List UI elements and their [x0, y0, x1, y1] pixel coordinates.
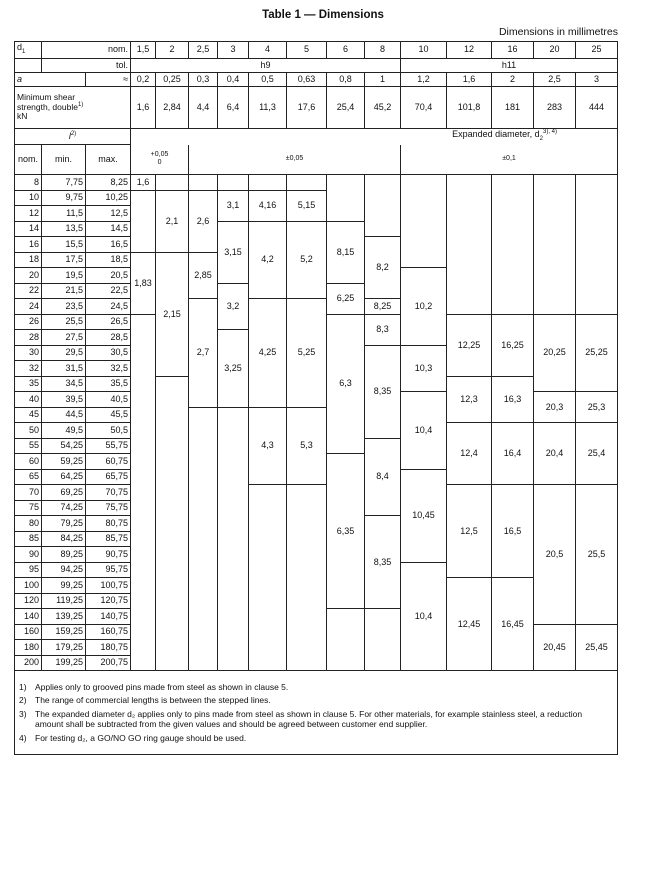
a-value-4: 0,4: [218, 72, 249, 86]
expanded-diameter-cell: [189, 407, 218, 671]
length-min: 79,25: [42, 516, 86, 532]
expanded-diameter-cell: 8,35: [365, 345, 401, 438]
length-max: 85,75: [86, 531, 131, 547]
length-row: [15, 175, 618, 191]
length-nom: 85: [15, 531, 42, 547]
length-nom: 22: [15, 283, 42, 299]
tol-h11: h11: [401, 58, 618, 72]
expanded-diameter-cell: 1,83: [131, 252, 156, 314]
expanded-diameter-cell: 16,5: [492, 485, 534, 578]
length-nom: 18: [15, 252, 42, 268]
footnote-2: 2) The range of commercial lengths is between the stepped lines.: [19, 695, 271, 706]
length-min: 9,75: [42, 190, 86, 206]
table-body: [15, 42, 618, 755]
shear-value-10: 101,8: [447, 86, 492, 128]
length-max: 60,75: [86, 454, 131, 470]
shear-label: Minimum shear strength, double$^{1)}$ kN: [15, 86, 131, 128]
length-nom: 95: [15, 562, 42, 578]
length-row: [15, 485, 618, 501]
length-max: 30,5: [86, 345, 131, 361]
expanded-diameter-cell: 16,3: [492, 376, 534, 423]
length-max: 35,5: [86, 376, 131, 392]
length-min: 199,25: [42, 655, 86, 671]
expanded-diameter-cell: 12,5: [447, 485, 492, 578]
length-max: 80,75: [86, 516, 131, 532]
d1-nom-10: 12: [447, 42, 492, 59]
length-header-row: [15, 128, 618, 144]
length-nom: 90: [15, 547, 42, 563]
shear-value-7: 25,4: [327, 86, 365, 128]
length-max: 65,75: [86, 469, 131, 485]
header-row-a: [15, 72, 618, 86]
length-min: 21,5: [42, 283, 86, 299]
units-note: Dimensions in millimetres: [498, 26, 618, 38]
shear-value-5: 11,3: [249, 86, 287, 128]
expanded-diameter-cell: 10,4: [401, 392, 447, 470]
expanded-diameter-cell: 2,1: [156, 190, 189, 252]
length-nom: 50: [15, 423, 42, 439]
a-value-1: 0,2: [131, 72, 156, 86]
length-max: 14,5: [86, 221, 131, 237]
table-title: Table 1 — Dimensions: [262, 9, 384, 21]
length-min: 99,25: [42, 578, 86, 594]
length-max: 32,5: [86, 361, 131, 377]
expanded-diameter-label: Expanded diameter, $d_2^{3), 4)}$: [131, 128, 618, 144]
expanded-diameter-cell: [447, 175, 492, 315]
expanded-diameter-cell: 12,4: [447, 423, 492, 485]
shear-value-4: 6,4: [218, 86, 249, 128]
length-max: 120,75: [86, 593, 131, 609]
footnote-3: 3) The expanded diameter d₂ applies only to pins made from steel as shown in clause 5. For other materials, for example stainless steel, a reduction amount shall be subtracted from the given values and should be agreed between customer end supplier.: [19, 708, 583, 730]
nom-label: nom.: [42, 42, 131, 59]
expanded-diameter-cell: 8,15: [327, 221, 365, 283]
length-nom: 60: [15, 454, 42, 470]
shear-value-2: 2,84: [156, 86, 189, 128]
expanded-diameter-cell: 6,25: [327, 283, 365, 314]
expanded-diameter-cell: 4,3: [249, 407, 287, 485]
a-value-12: 2,5: [534, 72, 576, 86]
length-nom: 120: [15, 593, 42, 609]
length-label: $l^{2)}$: [15, 128, 131, 144]
expanded-diameter-cell: [401, 175, 447, 268]
length-min: 23,5: [42, 299, 86, 315]
expanded-diameter-cell: 12,25: [447, 314, 492, 376]
length-nom: 75: [15, 500, 42, 516]
length-max: 8,25: [86, 175, 131, 191]
length-min: 179,25: [42, 640, 86, 656]
length-max: 95,75: [86, 562, 131, 578]
expanded-diameter-cell: 25,4: [576, 423, 618, 485]
expanded-diameter-cell: [492, 175, 534, 315]
expanded-diameter-cell: 20,25: [534, 314, 576, 392]
tol-expanded-1: +0,05 0: [131, 145, 189, 175]
expanded-diameter-cell: [534, 175, 576, 315]
length-min: 159,25: [42, 624, 86, 640]
length-min: 64,25: [42, 469, 86, 485]
expanded-diameter-cell: [189, 175, 218, 191]
expanded-diameter-cell: [131, 314, 156, 671]
expanded-diameter-cell: [249, 485, 287, 671]
length-max: 28,5: [86, 330, 131, 346]
d1-nom-9: 10: [401, 42, 447, 59]
shear-value-12: 283: [534, 86, 576, 128]
length-nom: 14: [15, 221, 42, 237]
expanded-diameter-cell: [131, 190, 156, 252]
expanded-diameter-cell: 2,7: [189, 299, 218, 408]
length-max: 26,5: [86, 314, 131, 330]
length-min: 84,25: [42, 531, 86, 547]
expanded-diameter-cell: 25,45: [576, 624, 618, 671]
a-value-5: 0,5: [249, 72, 287, 86]
expanded-diameter-cell: 25,5: [576, 485, 618, 625]
expanded-diameter-cell: 4,2: [249, 221, 287, 299]
length-nom: 45: [15, 407, 42, 423]
a-value-8: 1: [365, 72, 401, 86]
length-min: 59,25: [42, 454, 86, 470]
blank-cell: [15, 58, 42, 72]
length-min: 39,5: [42, 392, 86, 408]
dimensions-table: [14, 41, 618, 755]
shear-value-3: 4,4: [189, 86, 218, 128]
length-min: 139,25: [42, 609, 86, 625]
length-nom: 40: [15, 392, 42, 408]
expanded-diameter-cell: 12,3: [447, 376, 492, 423]
length-nom: 100: [15, 578, 42, 594]
length-min: 94,25: [42, 562, 86, 578]
expanded-diameter-cell: 10,3: [401, 345, 447, 392]
expanded-diameter-cell: 3,1: [218, 190, 249, 221]
length-nom: 20: [15, 268, 42, 284]
length-min: 31,5: [42, 361, 86, 377]
length-max: 100,75: [86, 578, 131, 594]
tol-label: tol.: [42, 58, 131, 72]
length-nom: 8: [15, 175, 42, 191]
length-min: 29,5: [42, 345, 86, 361]
d1-nom-7: 6: [327, 42, 365, 59]
expanded-diameter-cell: [287, 175, 327, 191]
d1-nom-2: 2: [156, 42, 189, 59]
length-max: 90,75: [86, 547, 131, 563]
expanded-diameter-cell: 20,5: [534, 485, 576, 625]
length-max: 140,75: [86, 609, 131, 625]
length-max: 24,5: [86, 299, 131, 315]
expanded-diameter-cell: [365, 609, 401, 671]
expanded-diameter-cell: 10,45: [401, 469, 447, 562]
expanded-diameter-cell: [156, 175, 189, 191]
length-min: 25,5: [42, 314, 86, 330]
length-min: 17,5: [42, 252, 86, 268]
length-min: 49,5: [42, 423, 86, 439]
length-min: 119,25: [42, 593, 86, 609]
length-max: 10,25: [86, 190, 131, 206]
length-nom: 32: [15, 361, 42, 377]
length-min: 54,25: [42, 438, 86, 454]
length-max: 16,5: [86, 237, 131, 253]
length-nom: 65: [15, 469, 42, 485]
length-min: 7,75: [42, 175, 86, 191]
d1-nom-8: 8: [365, 42, 401, 59]
shear-value-11: 181: [492, 86, 534, 128]
length-max: 160,75: [86, 624, 131, 640]
length-nom: 24: [15, 299, 42, 315]
expanded-diameter-cell: [576, 175, 618, 315]
expanded-diameter-cell: 2,85: [189, 252, 218, 299]
expanded-diameter-cell: 8,35: [365, 516, 401, 609]
expanded-diameter-cell: [327, 609, 365, 671]
length-min: 27,5: [42, 330, 86, 346]
length-max: 12,5: [86, 206, 131, 222]
d1-nom-1: 1,5: [131, 42, 156, 59]
length-min: 11,5: [42, 206, 86, 222]
length-nom: 55: [15, 438, 42, 454]
expanded-diameter-cell: 10,2: [401, 268, 447, 346]
expanded-diameter-cell: 6,3: [327, 314, 365, 454]
expanded-diameter-cell: 5,2: [287, 221, 327, 299]
a-value-11: 2: [492, 72, 534, 86]
length-nom: 12: [15, 206, 42, 222]
length-min: 74,25: [42, 500, 86, 516]
length-nom: 70: [15, 485, 42, 501]
header-row-nominal: [15, 42, 618, 59]
expanded-diameter-cell: [218, 407, 249, 671]
expanded-diameter-cell: 2,15: [156, 252, 189, 376]
a-value-7: 0,8: [327, 72, 365, 86]
expanded-diameter-cell: 3,2: [218, 283, 249, 330]
hdr-max: max.: [86, 145, 131, 175]
length-max: 40,5: [86, 392, 131, 408]
tol-h9: h9: [131, 58, 401, 72]
length-min: 89,25: [42, 547, 86, 563]
shear-value-9: 70,4: [401, 86, 447, 128]
shear-value-1: 1,6: [131, 86, 156, 128]
expanded-diameter-cell: 10,4: [401, 562, 447, 671]
length-max: 200,75: [86, 655, 131, 671]
length-min: 69,25: [42, 485, 86, 501]
expanded-diameter-cell: 8,25: [365, 299, 401, 315]
a-value-10: 1,6: [447, 72, 492, 86]
length-nom: 30: [15, 345, 42, 361]
footnotes-row: [15, 671, 618, 755]
expanded-diameter-cell: 3,25: [218, 330, 249, 408]
d1-nom-5: 4: [249, 42, 287, 59]
length-nom: 35: [15, 376, 42, 392]
length-max: 45,5: [86, 407, 131, 423]
a-value-6: 0,63: [287, 72, 327, 86]
tol-expanded-2: ±0,05: [189, 145, 401, 175]
length-min: 44,5: [42, 407, 86, 423]
length-min: 13,5: [42, 221, 86, 237]
a-label: a: [15, 72, 86, 86]
d1-nom-3: 2,5: [189, 42, 218, 59]
expanded-diameter-cell: 5,3: [287, 407, 327, 485]
shear-value-13: 444: [576, 86, 618, 128]
length-max: 18,5: [86, 252, 131, 268]
expanded-diameter-cell: 8,2: [365, 237, 401, 299]
length-max: 22,5: [86, 283, 131, 299]
expanded-diameter-cell: 20,45: [534, 624, 576, 671]
length-max: 180,75: [86, 640, 131, 656]
d1-nom-4: 3: [218, 42, 249, 59]
a-value-2: 0,25: [156, 72, 189, 86]
hdr-nom: nom.: [15, 145, 42, 175]
expanded-diameter-cell: 16,45: [492, 578, 534, 671]
footnotes: [15, 671, 618, 755]
shear-value-8: 45,2: [365, 86, 401, 128]
expanded-diameter-cell: 25,3: [576, 392, 618, 423]
length-min: 34,5: [42, 376, 86, 392]
a-value-13: 3: [576, 72, 618, 86]
length-max: 70,75: [86, 485, 131, 501]
expanded-diameter-cell: [249, 175, 287, 191]
expanded-diameter-cell: [365, 175, 401, 237]
footnote-4: 4) For testing d₂, a GO/NO GO ring gauge should be used.: [19, 732, 247, 743]
expanded-diameter-cell: 8,3: [365, 314, 401, 345]
expanded-diameter-cell: 4,16: [249, 190, 287, 221]
d1-header-cell: $d_1$: [15, 42, 42, 59]
a-value-9: 1,2: [401, 72, 447, 86]
length-nom: 80: [15, 516, 42, 532]
expanded-diameter-cell: 2,6: [189, 190, 218, 252]
expanded-diameter-cell: 4,25: [249, 299, 287, 408]
tol-expanded-3: ±0,1: [401, 145, 618, 175]
length-min: 15,5: [42, 237, 86, 253]
length-nom: 180: [15, 640, 42, 656]
expanded-diameter-cell: 1,6: [131, 175, 156, 191]
expanded-diameter-cell: [327, 175, 365, 222]
header-row-tolerance: [15, 58, 618, 72]
expanded-diameter-cell: 20,3: [534, 392, 576, 423]
column-header-row: [15, 145, 618, 175]
expanded-diameter-cell: 5,25: [287, 299, 327, 408]
length-nom: 160: [15, 624, 42, 640]
length-min: 19,5: [42, 268, 86, 284]
expanded-diameter-cell: 25,25: [576, 314, 618, 392]
a-approx: ≈: [86, 72, 131, 86]
d1-nom-11: 16: [492, 42, 534, 59]
length-nom: 16: [15, 237, 42, 253]
length-nom: 28: [15, 330, 42, 346]
expanded-diameter-cell: 6,35: [327, 454, 365, 609]
d1-nom-6: 5: [287, 42, 327, 59]
expanded-diameter-cell: [218, 175, 249, 191]
shear-row: [15, 86, 618, 128]
shear-value-6: 17,6: [287, 86, 327, 128]
expanded-diameter-cell: 16,25: [492, 314, 534, 376]
expanded-diameter-cell: 20,4: [534, 423, 576, 485]
d1-nom-13: 25: [576, 42, 618, 59]
length-max: 20,5: [86, 268, 131, 284]
length-nom: 10: [15, 190, 42, 206]
length-max: 55,75: [86, 438, 131, 454]
footnote-1: 1) Applies only to grooved pins made from steel as shown in clause 5.: [19, 681, 289, 692]
length-max: 75,75: [86, 500, 131, 516]
length-nom: 26: [15, 314, 42, 330]
a-value-3: 0,3: [189, 72, 218, 86]
expanded-diameter-cell: 16,4: [492, 423, 534, 485]
expanded-diameter-cell: 12,45: [447, 578, 492, 671]
expanded-diameter-cell: [156, 376, 189, 671]
d1-nom-12: 20: [534, 42, 576, 59]
length-nom: 200: [15, 655, 42, 671]
length-max: 50,5: [86, 423, 131, 439]
expanded-diameter-cell: [287, 485, 327, 671]
expanded-diameter-cell: 3,15: [218, 221, 249, 283]
expanded-diameter-cell: 5,15: [287, 190, 327, 221]
length-nom: 140: [15, 609, 42, 625]
hdr-min: min.: [42, 145, 86, 175]
expanded-diameter-cell: 8,4: [365, 438, 401, 516]
